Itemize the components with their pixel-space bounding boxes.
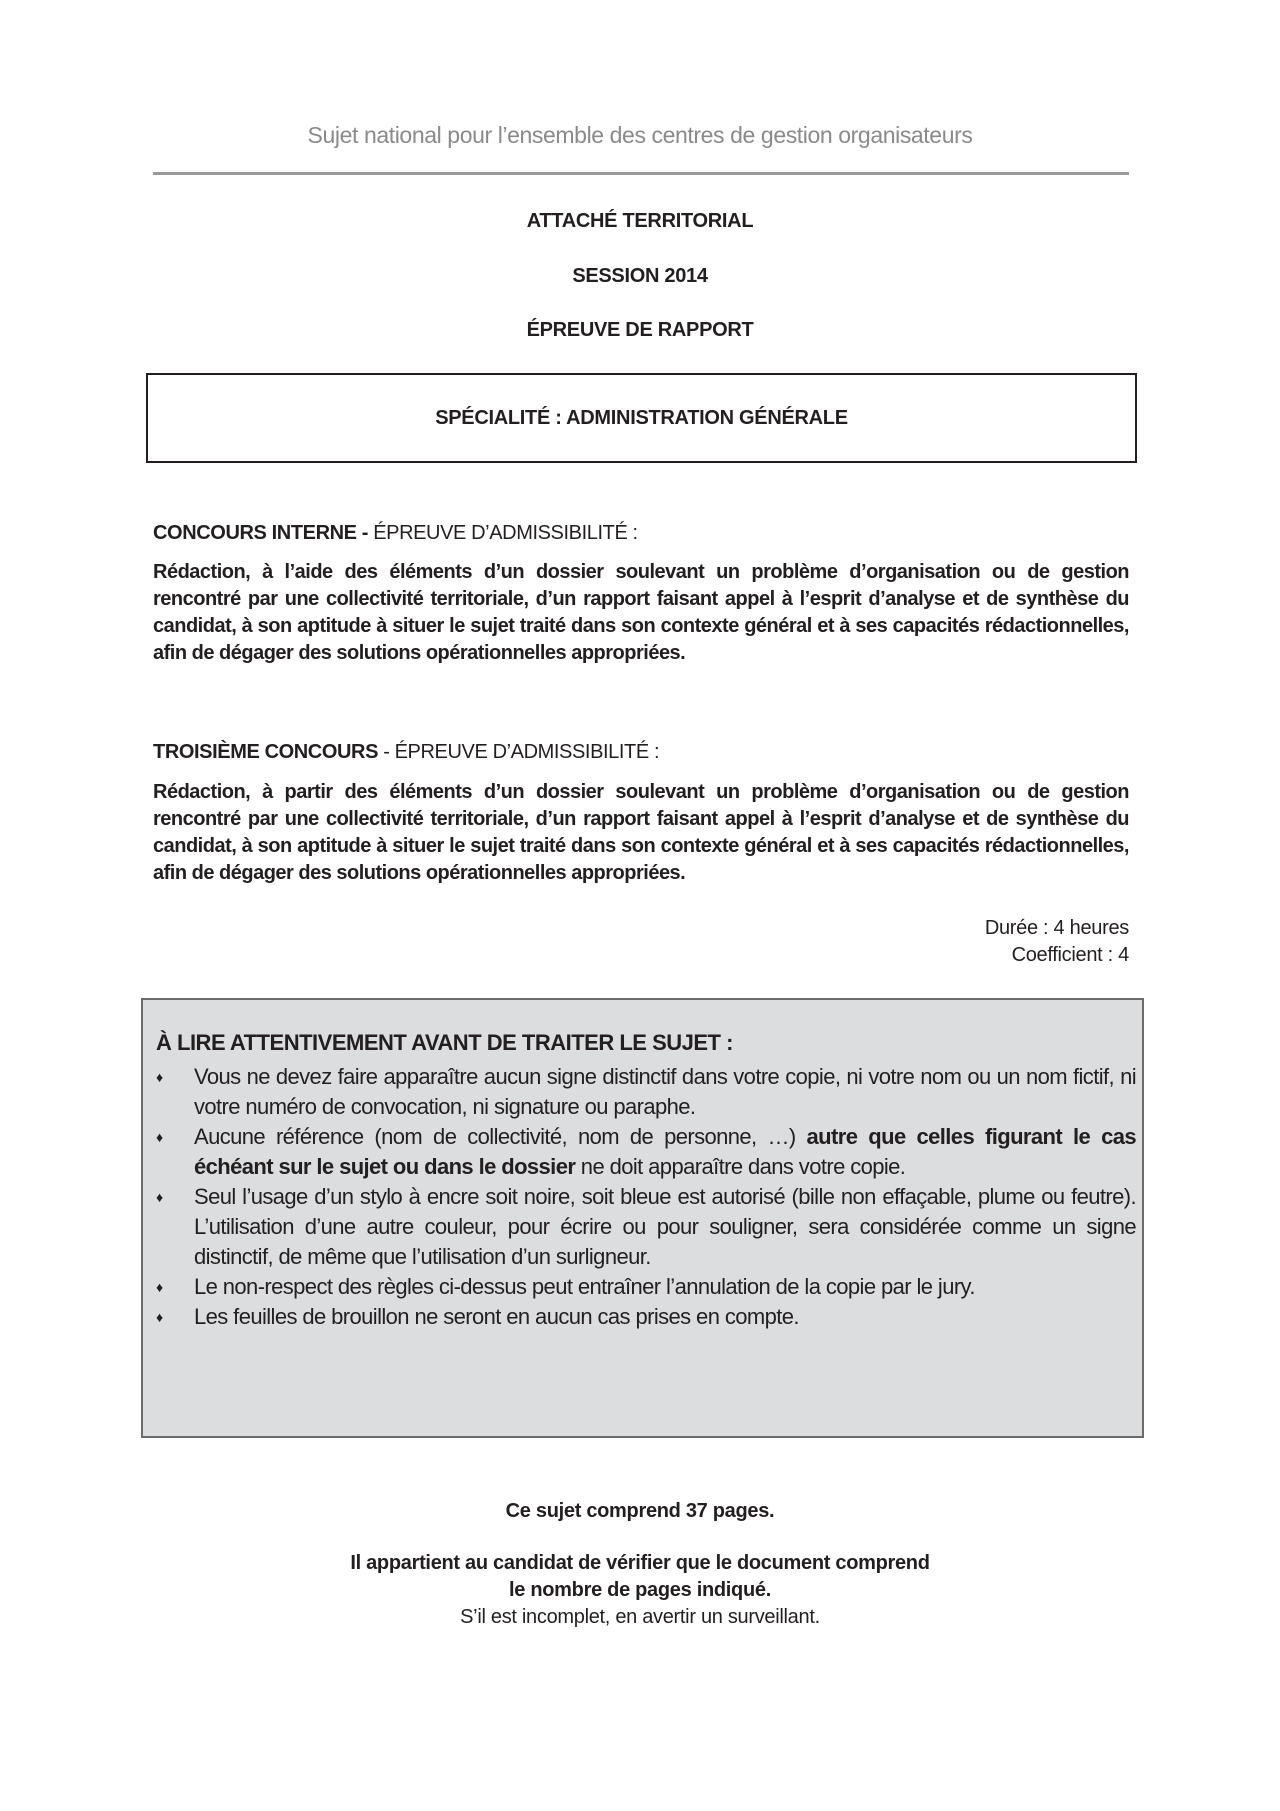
list-item: ♦ Les feuilles de brouillon ne seront en aucun cas prises en compte. xyxy=(156,1302,1136,1332)
diamond-bullet-icon: ♦ xyxy=(156,1279,163,1295)
check-notice-line2: le nombre de pages indiqué. xyxy=(509,1579,771,1601)
list-item: ♦ Seul l’usage d’un stylo à encre soit noire, soit bleue est autorisé (bille non effaçable, plume ou feutre). L’utilisation d’une autre couleur, pour écrire ou pour souligner, sera considérée comme un signe distinctif, de même que l’utilisation d’un surligneur. xyxy=(156,1184,1136,1269)
internal-label: CONCOURS INTERNE - xyxy=(153,522,369,544)
incomplete-notice: S’il est incomplet, en avertir un surveillant. xyxy=(460,1606,820,1628)
exam-title: ATTACHÉ TERRITORIAL xyxy=(526,210,754,232)
third-label: TROISIÈME CONCOURS xyxy=(153,741,379,763)
session-title: SESSION 2014 xyxy=(572,265,708,287)
coefficient: Coefficient : 4 xyxy=(1011,944,1129,966)
page-header: Sujet national pour l’ensemble des centres de gestion organisateurs xyxy=(307,122,973,148)
list-item: ♦ Aucune référence (nom de collectivité, nom de personne, …) autre que celles figurant le cas échéant sur le sujet ou dans le dossier ne doit apparaître dans votre copie. xyxy=(156,1124,1136,1179)
speciality-box: SPÉCIALITÉ : ADMINISTRATION GÉNÉRALE xyxy=(146,373,1137,463)
header-rule xyxy=(153,172,1129,175)
instructions-list xyxy=(156,1062,1136,1332)
internal-heading xyxy=(153,522,1129,545)
instructions-box xyxy=(141,998,1144,1438)
list-item: ♦ Le non-respect des règles ci-dessus peut entraîner l’annulation de la copie par le jury. xyxy=(156,1272,1136,1302)
diamond-bullet-icon: ♦ xyxy=(156,1309,163,1325)
page-count: Ce sujet comprend 37 pages. xyxy=(505,1500,775,1522)
third-heading xyxy=(153,741,1129,764)
diamond-bullet-icon: ♦ xyxy=(156,1189,163,1205)
diamond-bullet-icon: ♦ xyxy=(156,1069,163,1085)
internal-label-rest: ÉPREUVE D’ADMISSIBILITÉ : xyxy=(368,522,638,544)
instructions-title: À LIRE ATTENTIVEMENT AVANT DE TRAITER LE SUJET : xyxy=(156,1030,733,1055)
test-title: ÉPREUVE DE RAPPORT xyxy=(526,319,754,341)
list-item: ♦ Vous ne devez faire apparaître aucun signe distinctif dans votre copie, ni votre nom ou un nom fictif, ni votre numéro de convocation, ni signature ou paraphe. xyxy=(156,1064,1136,1119)
third-description: Rédaction, à partir des éléments d’un dossier soulevant un problème d’organisation ou de gestion rencontré par une collectivité territoriale, d’un rapport faisant appel à l’esprit d’analyse et de synthèse du candidat, à son aptitude à situer le sujet traité dans son contexte général et à ses capacités rédactionnelles, afin de dégager des solutions opérationnelles appropriées. xyxy=(153,781,1129,884)
diamond-bullet-icon: ♦ xyxy=(156,1129,163,1145)
internal-description: Rédaction, à l’aide des éléments d’un dossier soulevant un problème d’organisation ou de gestion rencontré par une collectivité territoriale, d’un rapport faisant appel à l’esprit d’analyse et de synthèse du candidat, à son aptitude à situer le sujet traité dans son contexte général et à ses capacités rédactionnelles, afin de dégager des solutions opérationnelles appropriées. xyxy=(153,561,1129,664)
third-label-rest: - ÉPREUVE D’ADMISSIBILITÉ : xyxy=(378,741,660,763)
duration: Durée : 4 heures xyxy=(984,917,1129,939)
check-notice-line1: Il appartient au candidat de vérifier que le document comprend xyxy=(350,1552,930,1574)
